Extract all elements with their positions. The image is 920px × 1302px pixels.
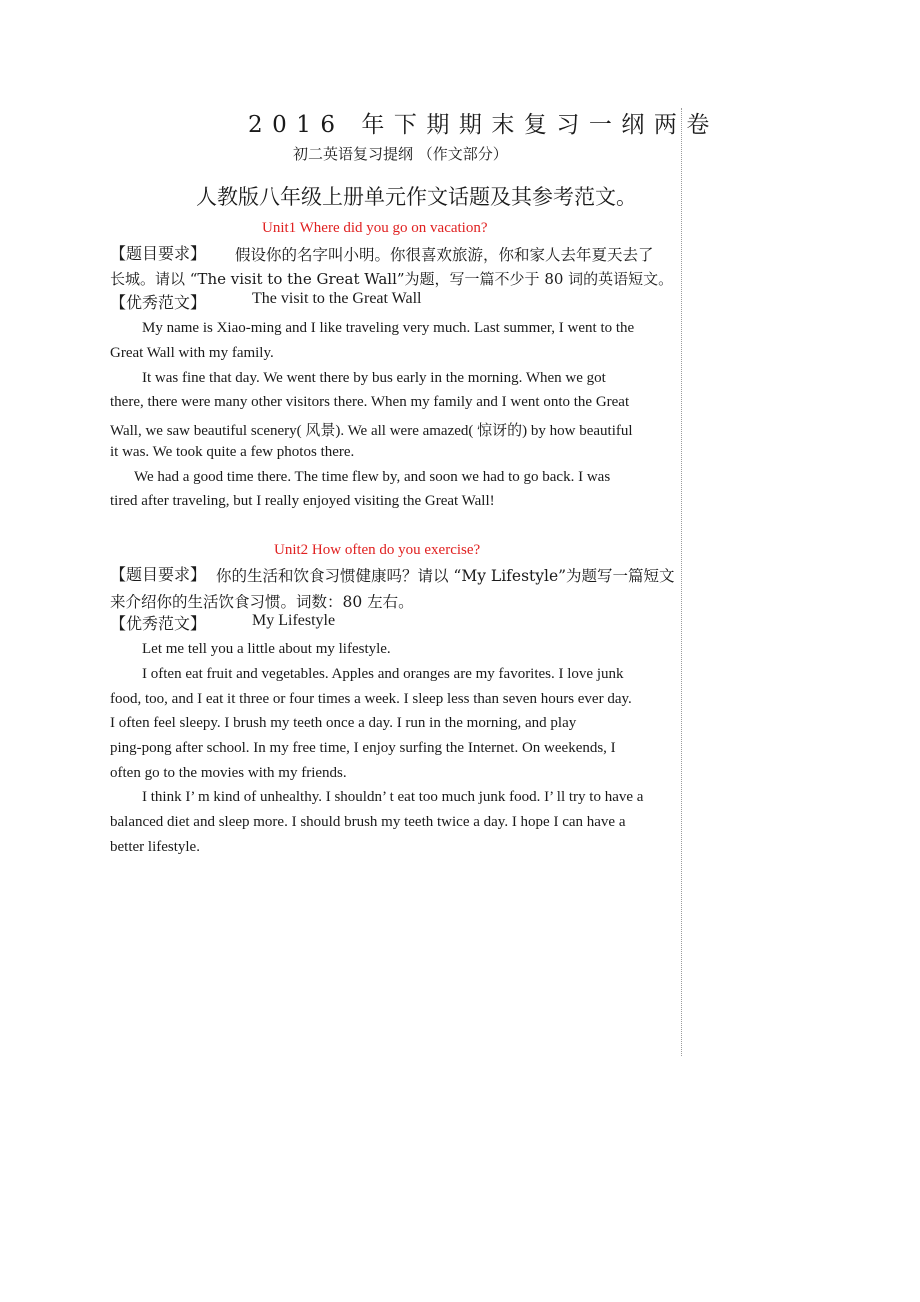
unit1-essay-line: it was. We took quite a few photos there. — [110, 444, 355, 460]
unit2-essay-line: I often eat fruit and vegetables. Apples and oranges are my favorites. I love junk — [142, 666, 624, 682]
unit2-essay-line: I often feel sleepy. I brush my teeth once a day. I run in the morning, and play — [110, 715, 577, 731]
unit2-essay-title: My Lifestyle — [252, 612, 336, 629]
subtitle: 初二英语复习提纲 （作文部分） — [293, 145, 508, 163]
margin-guide-line — [681, 108, 682, 1056]
unit1-essay-line: We had a good time there. The time flew by, and soon we had to go back. I was — [134, 469, 611, 485]
unit1-essay-line: there, there were many other visitors there. When my family and I went onto the Great — [110, 394, 630, 410]
unit1-essay-label: 【优秀范文】 — [110, 293, 207, 312]
unit2-requirement-line1: 你的生活和饮食习惯健康吗？请以 “My Lifestyle”为题写一篇短文 — [216, 567, 675, 585]
unit2-essay-line: balanced diet and sleep more. I should brush my teeth twice a day. I hope I can have a — [110, 814, 626, 830]
unit2-requirement-label: 【题目要求】 — [110, 565, 207, 584]
unit1-essay-title: The visit to the Great Wall — [252, 290, 422, 307]
main-title: 2016 年下期期末复习一纲两卷 — [248, 112, 719, 138]
unit2-essay-line: ping-pong after school. In my free time, I enjoy surfing the Internet. On weekends, I — [110, 740, 616, 756]
unit2-essay-line: better lifestyle. — [110, 839, 200, 855]
unit2-essay-label: 【优秀范文】 — [110, 614, 207, 633]
unit1-essay-line: It was fine that day. We went there by bus early in the morning. When we got — [142, 370, 606, 386]
unit1-heading: Unit1 Where did you go on vacation? — [262, 220, 488, 236]
unit1-requirement-label: 【题目要求】 — [110, 244, 207, 263]
unit1-essay-line: Wall, we saw beautiful scenery( 风景). We all were amazed( 惊讶的) by how beautiful — [110, 423, 633, 439]
unit1-essay-line: My name is Xiao-ming and I like traveling very much. Last summer, I went to the — [142, 320, 635, 336]
unit2-essay-line: I think I’ m kind of unhealthy. I shouldn’ t eat too much junk food. I’ ll try to have a — [142, 789, 644, 805]
unit2-heading: Unit2 How often do you exercise? — [274, 542, 481, 558]
unit1-essay-line: tired after traveling, but I really enjoyed visiting the Great Wall! — [110, 493, 495, 509]
unit2-essay-line: often go to the movies with my friends. — [110, 765, 347, 781]
unit2-essay-line: Let me tell you a little about my lifestyle. — [142, 641, 391, 657]
document-title: 人教版八年级上册单元作文话题及其参考范文。 — [196, 185, 637, 209]
unit2-essay-line: food, too, and I eat it three or four times a week. I sleep less than seven hours ever day. — [110, 691, 632, 707]
unit1-essay-line: Great Wall with my family. — [110, 345, 274, 361]
unit1-requirement-line1: 假设你的名字叫小明。你很喜欢旅游，你和家人去年夏天去了 — [235, 246, 654, 264]
unit1-requirement-line2: 长城。请以 “The visit to the Great Wall”为题，写一篇不少于 80 词的英语短文。 — [110, 270, 674, 288]
unit2-requirement-line2: 来介绍你的生活饮食习惯。词数：80 左右。 — [110, 593, 414, 611]
